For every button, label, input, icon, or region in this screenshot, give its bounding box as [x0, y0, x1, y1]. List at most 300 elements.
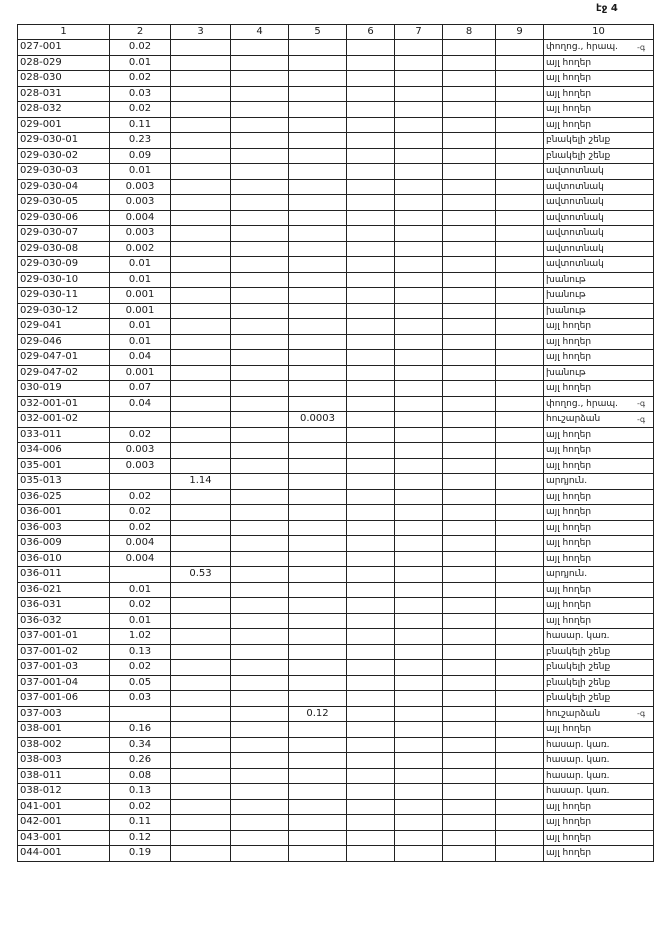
area-cell [289, 629, 347, 645]
area-cell [231, 164, 289, 180]
area-cell [171, 334, 231, 350]
area-cell [443, 55, 496, 71]
area-cell [347, 288, 395, 304]
table-row [18, 179, 654, 195]
area-cell: 0.07 [110, 381, 171, 397]
area-cell [443, 133, 496, 149]
table-row [18, 582, 654, 598]
area-cell [443, 443, 496, 459]
parcel-code-cell: 036-025 [18, 489, 110, 505]
area-cell [231, 784, 289, 800]
area-cell [110, 412, 171, 428]
parcel-code-cell: 029-030-10 [18, 272, 110, 288]
table-row [18, 846, 654, 862]
area-cell [443, 365, 496, 381]
area-cell [443, 40, 496, 56]
area-cell [395, 815, 443, 831]
area-cell [110, 567, 171, 583]
area-cell [171, 706, 231, 722]
land-use-cell: հասար. կառ. [544, 753, 654, 769]
area-cell: 0.34 [110, 737, 171, 753]
land-use-cell: այլ հողեր [544, 489, 654, 505]
area-cell [395, 799, 443, 815]
area-cell [443, 334, 496, 350]
parcel-code-cell: 029-030-02 [18, 148, 110, 164]
area-cell [171, 288, 231, 304]
area-cell [496, 148, 544, 164]
area-cell [496, 799, 544, 815]
area-cell: 0.13 [110, 784, 171, 800]
area-cell [347, 706, 395, 722]
area-cell [289, 148, 347, 164]
land-use-cell: այլ հողեր [544, 551, 654, 567]
parcel-code-cell: 029-030-09 [18, 257, 110, 273]
area-cell [289, 179, 347, 195]
land-use-cell: հուշարձան [544, 706, 654, 722]
area-cell [443, 303, 496, 319]
table-row [18, 598, 654, 614]
area-cell [395, 613, 443, 629]
area-cell [443, 474, 496, 490]
parcel-code-cell: 042-001 [18, 815, 110, 831]
area-cell [443, 288, 496, 304]
area-cell [171, 443, 231, 459]
area-cell [443, 381, 496, 397]
area-cell [443, 830, 496, 846]
area-cell [289, 567, 347, 583]
table-row [18, 706, 654, 722]
area-cell [443, 241, 496, 257]
area-cell [289, 427, 347, 443]
area-cell [231, 536, 289, 552]
area-cell [231, 489, 289, 505]
column-header-6: 6 [347, 25, 395, 40]
area-cell: 0.001 [110, 303, 171, 319]
area-cell [171, 753, 231, 769]
area-cell [395, 551, 443, 567]
land-use-cell: հասար. կառ. [544, 737, 654, 753]
land-use-cell: այլ հողեր [544, 722, 654, 738]
land-use-cell: այլ հողեր [544, 830, 654, 846]
area-cell [231, 179, 289, 195]
margin-note: -գ [637, 414, 646, 424]
column-header-10: 10 [544, 25, 654, 40]
area-cell [289, 381, 347, 397]
table-row [18, 102, 654, 118]
parcel-code-cell: 038-003 [18, 753, 110, 769]
area-cell [443, 164, 496, 180]
table-row [18, 334, 654, 350]
table-header-row [18, 25, 654, 40]
area-cell [395, 691, 443, 707]
area-cell [171, 350, 231, 366]
area-cell [171, 210, 231, 226]
table-row [18, 350, 654, 366]
area-cell [289, 334, 347, 350]
area-cell [443, 272, 496, 288]
area-cell: 1.02 [110, 629, 171, 645]
area-cell [231, 148, 289, 164]
area-cell [289, 799, 347, 815]
table-row [18, 660, 654, 676]
parcel-code-cell: 030-019 [18, 381, 110, 397]
table-row [18, 86, 654, 102]
area-cell [347, 226, 395, 242]
area-cell [443, 613, 496, 629]
area-cell [231, 629, 289, 645]
area-cell: 0.01 [110, 334, 171, 350]
area-cell [110, 474, 171, 490]
area-cell [231, 71, 289, 87]
table-row [18, 722, 654, 738]
parcel-code-cell: 036-009 [18, 536, 110, 552]
area-cell: 0.003 [110, 195, 171, 211]
column-header-7: 7 [395, 25, 443, 40]
area-cell [289, 660, 347, 676]
parcel-code-cell: 028-030 [18, 71, 110, 87]
area-cell [496, 691, 544, 707]
area-cell: 0.19 [110, 846, 171, 862]
area-cell [171, 396, 231, 412]
area-cell [231, 319, 289, 335]
area-cell [231, 830, 289, 846]
area-cell [443, 71, 496, 87]
area-cell: 0.02 [110, 598, 171, 614]
area-cell [443, 784, 496, 800]
land-use-cell: հուշարձան [544, 412, 654, 428]
area-cell [395, 133, 443, 149]
table-row [18, 551, 654, 567]
parcel-code-cell: 037-001-03 [18, 660, 110, 676]
area-cell [231, 768, 289, 784]
area-cell [443, 102, 496, 118]
area-cell [395, 303, 443, 319]
land-use-cell: խանութ [544, 288, 654, 304]
area-cell: 0.003 [110, 226, 171, 242]
area-cell [347, 381, 395, 397]
area-cell [496, 551, 544, 567]
area-cell [110, 706, 171, 722]
area-cell [443, 675, 496, 691]
area-cell [171, 427, 231, 443]
area-cell [231, 427, 289, 443]
area-cell [347, 195, 395, 211]
area-cell [395, 195, 443, 211]
land-use-cell: այլ հողեր [544, 102, 654, 118]
table-row [18, 737, 654, 753]
table-row [18, 489, 654, 505]
area-cell [171, 40, 231, 56]
area-cell [395, 830, 443, 846]
land-use-cell: հասար. կառ. [544, 768, 654, 784]
land-use-cell: այլ հողեր [544, 443, 654, 459]
table-row [18, 241, 654, 257]
area-cell [289, 195, 347, 211]
area-cell [289, 210, 347, 226]
area-cell [289, 71, 347, 87]
land-use-cell: այլ հողեր [544, 799, 654, 815]
land-use-cell: այլ հողեր [544, 458, 654, 474]
area-cell [496, 675, 544, 691]
area-cell [289, 365, 347, 381]
area-cell [289, 102, 347, 118]
area-cell [171, 179, 231, 195]
table-row [18, 505, 654, 521]
area-cell [171, 505, 231, 521]
area-cell [395, 644, 443, 660]
area-cell [289, 536, 347, 552]
area-cell [289, 815, 347, 831]
area-cell [289, 319, 347, 335]
parcel-code-cell: 037-001-01 [18, 629, 110, 645]
area-cell [347, 722, 395, 738]
area-cell [289, 613, 347, 629]
area-cell [347, 644, 395, 660]
area-cell [171, 117, 231, 133]
area-cell [443, 582, 496, 598]
area-cell [443, 551, 496, 567]
area-cell [347, 40, 395, 56]
table-row [18, 117, 654, 133]
area-cell [231, 815, 289, 831]
area-cell: 0.26 [110, 753, 171, 769]
area-cell [347, 396, 395, 412]
area-cell [231, 567, 289, 583]
area-cell [289, 722, 347, 738]
land-use-cell: այլ հողեր [544, 598, 654, 614]
area-cell [171, 195, 231, 211]
area-cell: 0.02 [110, 489, 171, 505]
table-row [18, 784, 654, 800]
area-cell [395, 55, 443, 71]
column-header-3: 3 [171, 25, 231, 40]
area-cell [171, 148, 231, 164]
area-cell: 0.003 [110, 179, 171, 195]
area-cell: 0.12 [110, 830, 171, 846]
area-cell [289, 288, 347, 304]
parcel-code-cell: 029-030-06 [18, 210, 110, 226]
parcel-code-cell: 038-002 [18, 737, 110, 753]
area-cell [443, 226, 496, 242]
area-cell [395, 412, 443, 428]
land-use-cell: ավտոտնակ [544, 257, 654, 273]
parcel-code-cell: 035-001 [18, 458, 110, 474]
land-use-cell: այլ հողեր [544, 582, 654, 598]
parcel-code-cell: 044-001 [18, 846, 110, 862]
area-cell [231, 86, 289, 102]
area-cell [443, 117, 496, 133]
area-cell [395, 629, 443, 645]
land-use-cell: այլ հողեր [544, 536, 654, 552]
area-cell [395, 241, 443, 257]
table-row [18, 474, 654, 490]
area-cell [443, 629, 496, 645]
parcel-code-cell: 038-001 [18, 722, 110, 738]
area-cell [231, 396, 289, 412]
area-cell: 0.09 [110, 148, 171, 164]
area-cell [289, 474, 347, 490]
area-cell [443, 257, 496, 273]
table-row [18, 753, 654, 769]
land-use-cell: հասար. կառ. [544, 629, 654, 645]
area-cell [231, 55, 289, 71]
area-cell [289, 691, 347, 707]
area-cell [347, 164, 395, 180]
area-cell [443, 179, 496, 195]
area-cell [289, 133, 347, 149]
area-cell [347, 737, 395, 753]
area-cell [171, 272, 231, 288]
table-row [18, 272, 654, 288]
area-cell [395, 520, 443, 536]
parcel-code-cell: 036-001 [18, 505, 110, 521]
land-use-cell: հասար. կառ. [544, 784, 654, 800]
area-cell [395, 567, 443, 583]
area-cell [496, 226, 544, 242]
parcel-code-cell: 029-047-01 [18, 350, 110, 366]
area-cell [443, 427, 496, 443]
area-cell [289, 644, 347, 660]
table-row [18, 210, 654, 226]
area-cell [289, 505, 347, 521]
table-row [18, 799, 654, 815]
area-cell [443, 458, 496, 474]
parcel-code-cell: 037-001-06 [18, 691, 110, 707]
table-row [18, 691, 654, 707]
area-cell: 0.02 [110, 102, 171, 118]
area-cell [289, 598, 347, 614]
parcel-code-cell: 038-011 [18, 768, 110, 784]
land-use-cell: այլ հողեր [544, 117, 654, 133]
area-cell [289, 551, 347, 567]
area-cell [496, 768, 544, 784]
area-cell [289, 768, 347, 784]
area-cell [443, 753, 496, 769]
table-row [18, 257, 654, 273]
parcel-code-cell: 032-001-01 [18, 396, 110, 412]
area-cell [347, 768, 395, 784]
area-cell [443, 644, 496, 660]
area-cell [231, 737, 289, 753]
area-cell [496, 55, 544, 71]
area-cell [496, 598, 544, 614]
area-cell [395, 474, 443, 490]
area-cell [347, 334, 395, 350]
area-cell [347, 567, 395, 583]
area-cell [231, 660, 289, 676]
area-cell [289, 520, 347, 536]
area-cell [443, 148, 496, 164]
land-use-cell: այլ հողեր [544, 505, 654, 521]
area-cell: 0.001 [110, 288, 171, 304]
table-row [18, 644, 654, 660]
area-cell [347, 536, 395, 552]
area-cell [395, 148, 443, 164]
area-cell [289, 737, 347, 753]
area-cell [171, 55, 231, 71]
area-cell [496, 846, 544, 862]
land-use-cell: ավտոտնակ [544, 210, 654, 226]
area-cell [171, 598, 231, 614]
land-use-cell: ավտոտնակ [544, 195, 654, 211]
parcel-code-cell: 034-006 [18, 443, 110, 459]
table-row [18, 675, 654, 691]
area-cell [443, 536, 496, 552]
area-cell [496, 567, 544, 583]
area-cell [171, 613, 231, 629]
area-cell [347, 71, 395, 87]
area-cell [395, 598, 443, 614]
area-cell [171, 629, 231, 645]
area-cell [496, 319, 544, 335]
parcel-code-cell: 029-030-07 [18, 226, 110, 242]
table-row [18, 381, 654, 397]
area-cell [496, 458, 544, 474]
area-cell [289, 582, 347, 598]
parcel-code-cell: 033-011 [18, 427, 110, 443]
area-cell [496, 303, 544, 319]
area-cell: 0.53 [171, 567, 231, 583]
area-cell [231, 303, 289, 319]
area-cell: 0.03 [110, 86, 171, 102]
table-row [18, 443, 654, 459]
area-cell [231, 520, 289, 536]
area-cell: 0.02 [110, 799, 171, 815]
area-cell: 0.08 [110, 768, 171, 784]
area-cell [171, 815, 231, 831]
area-cell [171, 241, 231, 257]
area-cell [289, 241, 347, 257]
column-header-8: 8 [443, 25, 496, 40]
area-cell [395, 117, 443, 133]
area-cell [347, 350, 395, 366]
area-cell [289, 458, 347, 474]
area-cell: 0.0003 [289, 412, 347, 428]
land-use-cell: այլ հողեր [544, 86, 654, 102]
parcel-code-cell: 036-031 [18, 598, 110, 614]
area-cell [231, 365, 289, 381]
area-cell [496, 102, 544, 118]
area-cell [231, 272, 289, 288]
parcel-code-cell: 029-030-01 [18, 133, 110, 149]
area-cell: 0.11 [110, 117, 171, 133]
area-cell [395, 675, 443, 691]
area-cell [231, 288, 289, 304]
area-cell [395, 365, 443, 381]
area-cell [231, 722, 289, 738]
area-cell [395, 846, 443, 862]
area-cell [395, 288, 443, 304]
margin-note: -գ [637, 42, 646, 52]
area-cell [496, 272, 544, 288]
table-row [18, 195, 654, 211]
table-row [18, 427, 654, 443]
land-use-cell: փողոց., հրապ. [544, 396, 654, 412]
area-cell [171, 737, 231, 753]
table-row [18, 412, 654, 428]
area-cell: 0.02 [110, 71, 171, 87]
area-cell [171, 133, 231, 149]
area-cell [347, 319, 395, 335]
area-cell [171, 365, 231, 381]
table-row [18, 55, 654, 71]
area-cell [496, 753, 544, 769]
area-cell [289, 117, 347, 133]
area-cell [395, 396, 443, 412]
area-cell [443, 799, 496, 815]
parcel-code-cell: 029-041 [18, 319, 110, 335]
column-header-5: 5 [289, 25, 347, 40]
